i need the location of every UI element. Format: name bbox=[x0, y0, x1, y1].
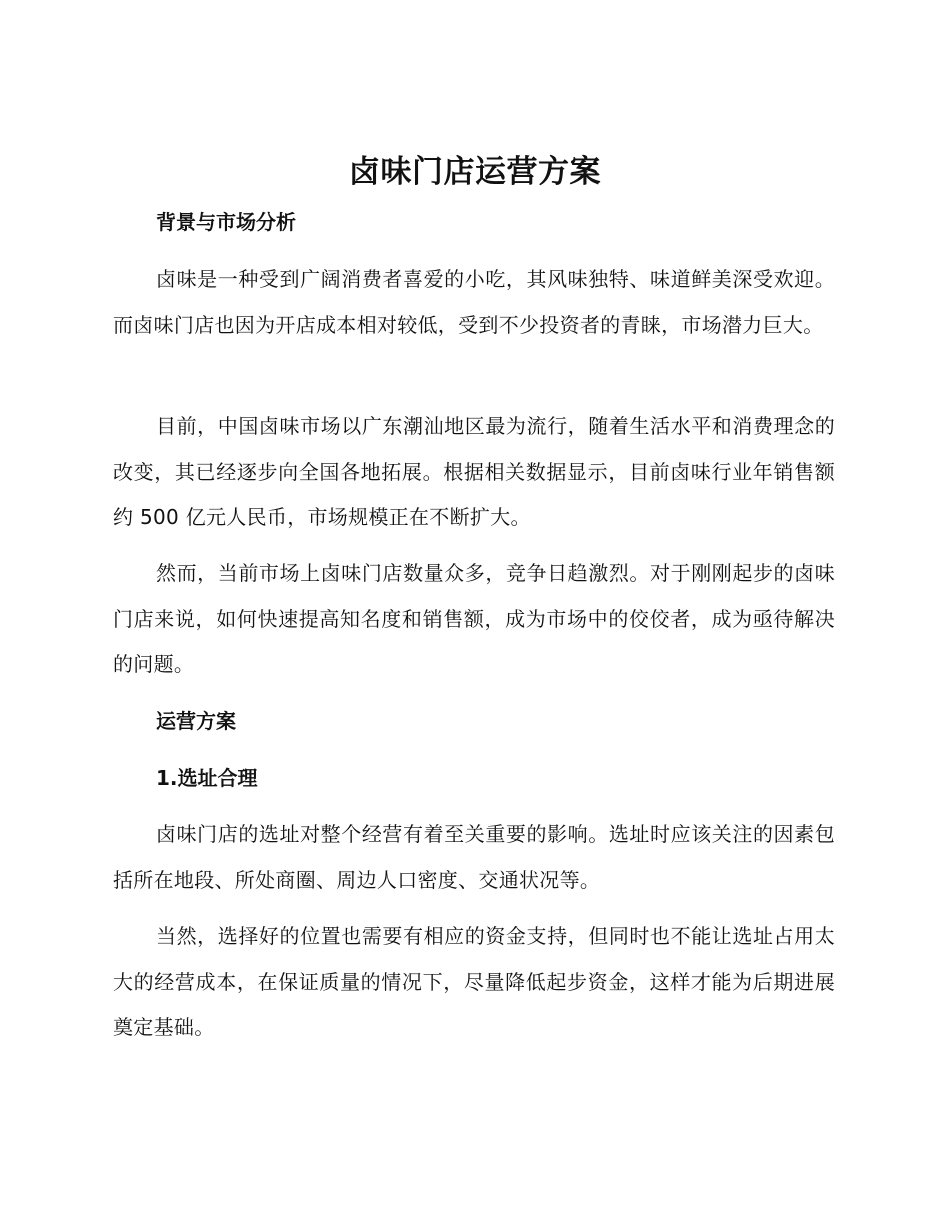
paragraph-background-3: 然而，当前市场上卤味门店数量众多，竞争日趋激烈。对于刚刚起步的卤味门店来说，如何快速提高知名度和销售额，成为市场中的佼佼者，成为亟待解决的问题。 bbox=[113, 561, 835, 676]
paragraph-site-selection-2: 当然，选择好的位置也需要有相应的资金支持，但同时也不能让选址占用太大的经营成本，在保证质量的情况下，尽量降低起步资金，这样才能为后期进展奠定基础。 bbox=[113, 924, 835, 1039]
section-heading-operation: 运营方案 bbox=[156, 709, 236, 733]
paragraph-background-2: 目前，中国卤味市场以广东潮汕地区最为流行，随着生活水平和消费理念的改变，其已经逐步向全国各地拓展。根据相关数据显示，目前卤味行业年销售额约 500 亿元人民币，市场规模正在不断扩大。 bbox=[113, 414, 835, 529]
paragraph-background-1: 卤味是一种受到广阔消费者喜爱的小吃，其风味独特、味道鲜美深受欢迎。而卤味门店也因为开店成本相对较低，受到不少投资者的青睐，市场潜力巨大。 bbox=[113, 267, 835, 337]
document-title: 卤味门店运营方案 bbox=[349, 154, 601, 190]
paragraph-site-selection-1: 卤味门店的选址对整个经营有着至关重要的影响。选址时应该关注的因素包括所在地段、所处商圈、周边人口密度、交通状况等。 bbox=[113, 822, 835, 892]
subsection-heading-site-selection: 1.选址合理 bbox=[156, 766, 258, 790]
section-heading-background: 背景与市场分析 bbox=[156, 210, 296, 234]
